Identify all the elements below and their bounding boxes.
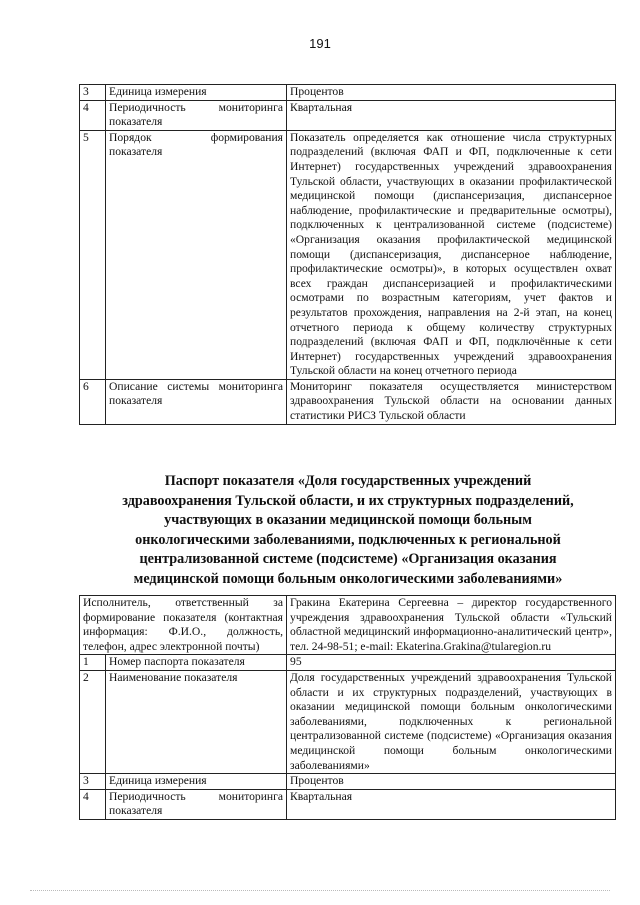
row-number: 5: [80, 130, 106, 379]
row-value: Процентов: [287, 774, 616, 790]
table-row: [80, 130, 616, 379]
table-row: [80, 655, 616, 671]
row-number: 3: [80, 774, 106, 790]
row-value: Мониторинг показателя осуществляется министерством здравоохранения Тульской области на основании данных статистики РИСЗ Тульской области: [287, 379, 616, 424]
row-number: 4: [80, 789, 106, 819]
row-label: Наименование показателя: [106, 670, 287, 773]
row-label: Описание системы мониторинга показателя: [106, 379, 287, 424]
row-value: Квартальная: [287, 100, 616, 130]
row-label: Порядок формирования показателя: [106, 130, 287, 379]
row-value: Доля государственных учреждений здравоохранения Тульской области и их структурных подразделений, участвующих в оказании медицинской помощи больным онкологическими заболеваниями, подключенных к региональной централизованной системе (подсистеме) «Организация оказания медицинской помощи больным онкологическими заболеваниями»: [287, 670, 616, 773]
heading-line: участвующих в оказании медицинской помощи больным: [164, 512, 532, 528]
row-value: Показатель определяется как отношение числа структурных подразделений (включая ФАП и ФП, подключенные к сети Интернет) государственных учреждений здравоохранения Тульской области, участвующих в оказании профилактической медицинской помощи (диспансеризация, диспансерное наблюдение, профилактические и предварительные осмотры), подключенных к централизованной системе (подсистеме) «Организация оказания профилактической медицинской помощи (диспансеризация, диспансерное наблюдение, профилактические осмотры)», в которых осуществлен охват всех граждан диспансеризацией и профилактическими осмотрами по возрастным категориям, учет фактов и результатов прохождения, направления на 2-й этап, на конец отчетного периода к общему количеству структурных подразделений (включая ФАП и ФП, подключённые к сети Интернет) государственных учреждений здравоохранения Тульской области на конец отчетного периода: [287, 130, 616, 379]
page-number: 191: [309, 36, 331, 51]
heading-line: онкологическими заболеваниями, подключенных к региональной: [135, 531, 561, 548]
scan-artifact-divider: [30, 890, 610, 893]
row-number: 4: [80, 100, 106, 130]
row-value: Процентов: [287, 85, 616, 101]
row-label: Номер паспорта показателя: [106, 655, 287, 671]
indicator-passport-table: [79, 595, 616, 820]
heading-line: медицинской помощи больным онкологическими заболеваниями»: [133, 570, 563, 587]
heading-line: Паспорт показателя «Доля государственных учреждений: [164, 473, 532, 489]
passport-heading: [74, 472, 622, 589]
table-row: [80, 85, 616, 101]
row-label: Периодичность мониторинга показателя: [106, 100, 287, 130]
row-label: Единица измерения: [106, 774, 287, 790]
row-number: 6: [80, 379, 106, 424]
table-row: [80, 100, 616, 130]
heading-line: здравоохранения Тульской области, и их структурных подразделений,: [122, 492, 574, 509]
table-row: [80, 774, 616, 790]
executor-label: Исполнитель, ответственный за формирование показателя (контактная информация: Ф.И.О., должность, телефон, адрес электронной почты): [80, 596, 287, 655]
row-value: Квартальная: [287, 789, 616, 819]
row-number: 3: [80, 85, 106, 101]
table-row-executor: [80, 596, 616, 655]
row-label: Единица измерения: [106, 85, 287, 101]
table-row: [80, 789, 616, 819]
indicator-table-continued: [79, 84, 616, 425]
executor-value: Гракина Екатерина Сергеевна – директор государственного учреждения здравоохранения Тульской области «Тульский областной медицинский информационно-аналитический центр», тел. 24-98-51; e-mail: Ekaterina.Grakina@tularegion.ru: [287, 596, 616, 655]
row-number: 2: [80, 670, 106, 773]
table-row: [80, 379, 616, 424]
row-label: Периодичность мониторинга показателя: [106, 789, 287, 819]
row-number: 1: [80, 655, 106, 671]
row-value: 95: [287, 655, 616, 671]
table-row: [80, 670, 616, 773]
heading-line: централизованной системе (подсистеме) «Организация оказания: [139, 551, 557, 567]
